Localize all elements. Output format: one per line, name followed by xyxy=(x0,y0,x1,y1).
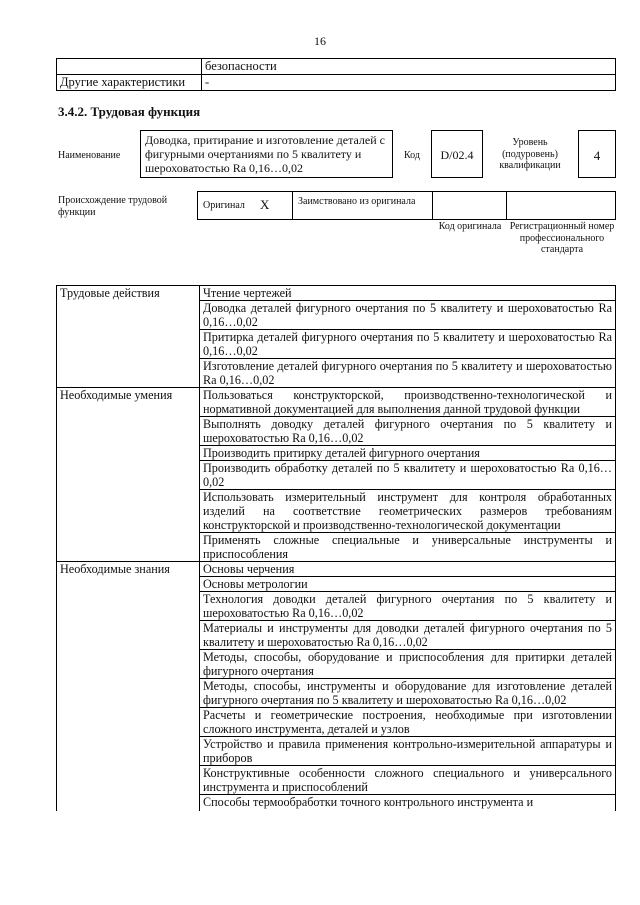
code-original-box xyxy=(432,191,507,220)
table-cell: Способы термообработки точного контрольного инструмента и xyxy=(200,795,616,811)
table-cell: Методы, способы, инструменты и оборудование для изготовление деталей фигурного очертания по 5 квалитету и шероховатостью Ra 0,16…0,02 xyxy=(200,679,616,708)
code-value: D/02.4 xyxy=(431,130,483,178)
table-row xyxy=(57,59,616,75)
section-heading: 3.4.2. Трудовая функция xyxy=(58,104,201,119)
code-original-label: Код оригинала xyxy=(438,221,502,232)
table-row xyxy=(57,75,616,91)
function-name-value: Доводка, притирание и изготовление деталей с фигурными очертаниями по 5 квалитету и шероховатостью Ra 0,16…0,02 xyxy=(140,130,393,178)
table-cell: Производить притирку деталей фигурного очертания xyxy=(200,446,616,461)
function-details-table xyxy=(56,285,616,811)
page-number: 16 xyxy=(314,34,326,48)
table-cell: - xyxy=(202,75,616,91)
table-cell: Устройство и правила применения контрольно-измерительной аппаратуры и приборов xyxy=(200,737,616,766)
table-cell: Производить обработку деталей по 5 квалитету и шероховатостью Ra 0,16…0,02 xyxy=(200,461,616,490)
category-cell: Трудовые действия xyxy=(57,286,200,388)
category-cell: Необходимые умения xyxy=(57,388,200,562)
table-row xyxy=(57,286,616,301)
level-value: 4 xyxy=(578,130,616,178)
table-cell: безопасности xyxy=(202,59,616,75)
table-cell: Методы, способы, оборудование и приспособления для притирки деталей фигурного очертания xyxy=(200,650,616,679)
table-cell: Применять сложные специальные и универсальные инструменты и приспособления xyxy=(200,533,616,562)
category-cell: Необходимые знания xyxy=(57,562,200,811)
level-label: Уровень (подуровень) квалификации xyxy=(499,137,561,171)
table-cell: Основы черчения xyxy=(200,562,616,577)
table-row xyxy=(57,388,616,417)
table-cell xyxy=(57,59,202,75)
table-cell: Выполнять доводку деталей фигурного очертания по 5 квалитету и шероховатостью Ra 0,16…0,02 xyxy=(200,417,616,446)
table-cell: Основы метрологии xyxy=(200,577,616,592)
table-row xyxy=(57,562,616,577)
table-cell: Расчеты и геометрические построения, необходимые при изготовлении сложного инструмента, деталей и узлов xyxy=(200,708,616,737)
table-cell: Другие характеристики xyxy=(57,75,202,91)
original-mark: X xyxy=(260,197,270,212)
name-label: Наименование xyxy=(58,150,121,161)
original-box xyxy=(197,191,293,220)
table-cell: Технология доводки деталей фигурного очертания по 5 квалитету и шероховатостью Ra 0,16…0,02 xyxy=(200,592,616,621)
table-cell: Притирка деталей фигурного очертания по 5 квалитету и шероховатостью Ra 0,16…0,02 xyxy=(200,330,616,359)
origin-label: Происхождение трудовой функции xyxy=(58,195,168,218)
table-cell: Доводка деталей фигурного очертания по 5 квалитету и шероховатостью Ra 0,16…0,02 xyxy=(200,301,616,330)
code-label: Код xyxy=(404,150,420,161)
reg-number-label: Регистрационный номер профессионального стандарта xyxy=(509,221,615,255)
table-cell: Изготовление деталей фигурного очертания по 5 квалитету и шероховатостью Ra 0,16…0,02 xyxy=(200,359,616,388)
table-cell: Чтение чертежей xyxy=(200,286,616,301)
reg-number-box xyxy=(506,191,616,220)
continuation-table xyxy=(56,58,616,91)
table-cell: Использовать измерительный инструмент для контроля обработанных изделий на соответствие геометрических размеров требованиям конструкторской и производственно-технологической документации xyxy=(200,490,616,533)
table-cell: Конструктивные особенности сложного специального и универсального инструмента и приспособлений xyxy=(200,766,616,795)
original-label: Оригинал xyxy=(203,200,245,211)
table-cell: Материалы и инструменты для доводки деталей фигурного очертания по 5 квалитету и шероховатостью Ra 0,16…0,02 xyxy=(200,621,616,650)
borrowed-label: Заимствовано из оригинала xyxy=(298,196,416,207)
table-cell: Пользоваться конструкторской, производственно-технологической и нормативной документацией для выполнения данной трудовой функции xyxy=(200,388,616,417)
borrowed-box xyxy=(292,191,433,220)
